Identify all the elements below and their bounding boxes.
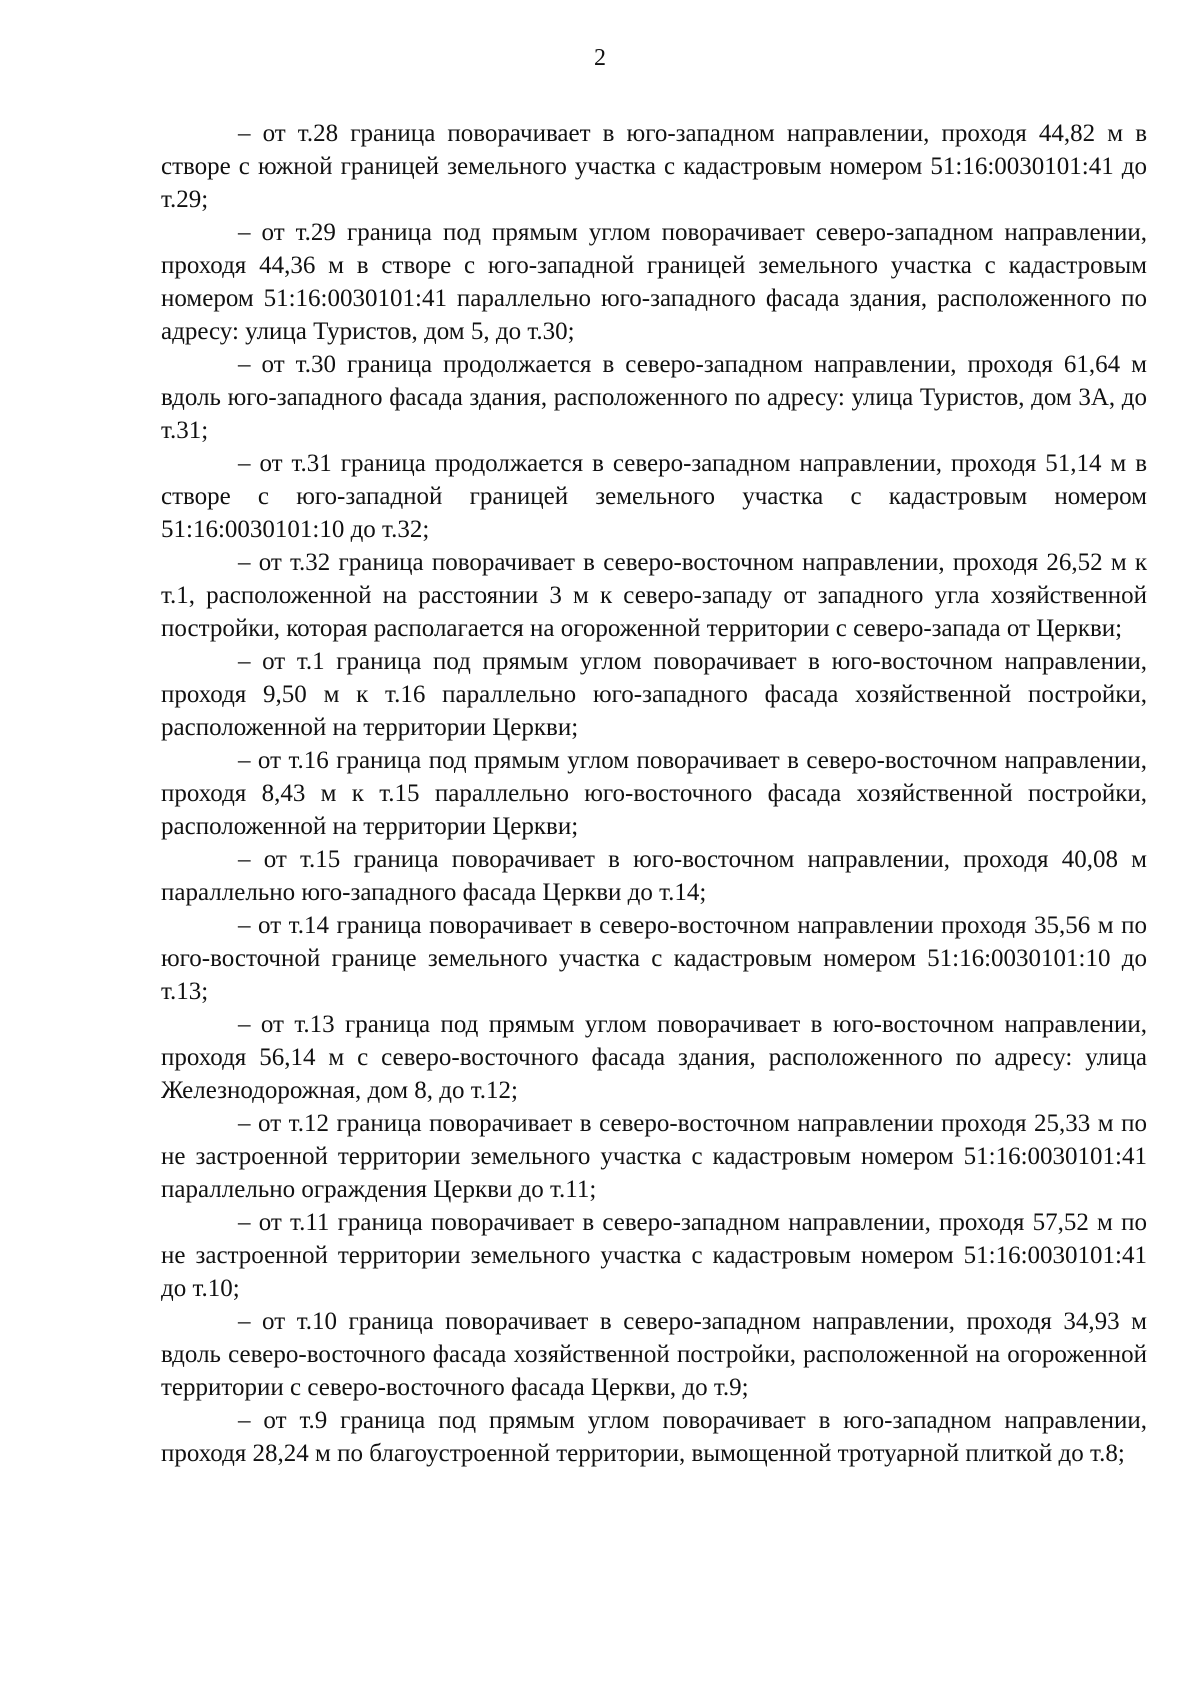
boundary-paragraph: – от т.30 граница продолжается в северо-западном направлении, проходя 61,64 м вдоль юго-западного фасада здания, расположенного по адресу: улица Туристов, дом 3А, до т.31; [161,351,1147,444]
boundary-paragraph: – от т.9 граница под прямым углом поворачивает в юго-западном направлении, проходя 28,24 м по благоустроенной территории, вымощенной тротуарной плиткой до т.8; [161,1407,1147,1467]
boundary-paragraph: – от т.16 граница под прямым углом поворачивает в северо-восточном направлении, проходя 8,43 м к т.15 параллельно юго-восточного фасада хозяйственной постройки, расположенной на территории Церкви; [161,747,1147,840]
boundary-paragraph: – от т.10 граница поворачивает в северо-западном направлении, проходя 34,93 м вдоль северо-восточного фасада хозяйственной постройки, расположенной на огороженной территории с северо-восточного фасада Церкви, до т.9; [161,1308,1147,1401]
boundary-paragraph: – от т.28 граница поворачивает в юго-западном направлении, проходя 44,82 м в створе с южной границей земельного участка с кадастровым номером 51:16:0030101:41 до т.29; [161,120,1147,213]
boundary-paragraph: – от т.1 граница под прямым углом поворачивает в юго-восточном направлении, проходя 9,50 м к т.16 параллельно юго-западного фасада хозяйственной постройки, расположенной на территории Церкви; [161,648,1147,741]
boundary-paragraph: – от т.12 граница поворачивает в северо-восточном направлении проходя 25,33 м по не застроенной территории земельного участка с кадастровым номером 51:16:0030101:41 параллельно ограждения Церкви до т.11; [161,1110,1147,1203]
boundary-paragraph: – от т.11 граница поворачивает в северо-западном направлении, проходя 57,52 м по не застроенной территории земельного участка с кадастровым номером 51:16:0030101:41 до т.10; [161,1209,1147,1302]
document-body [161,117,1147,1470]
boundary-paragraph: – от т.15 граница поворачивает в юго-восточном направлении, проходя 40,08 м параллельно юго-западного фасада Церкви до т.14; [161,846,1147,906]
page-number: 2 [594,45,606,71]
boundary-paragraph: – от т.14 граница поворачивает в северо-восточном направлении проходя 35,56 м по юго-восточной границе земельного участка с кадастровым номером 51:16:0030101:10 до т.13; [161,912,1147,1005]
boundary-paragraph: – от т.31 граница продолжается в северо-западном направлении, проходя 51,14 м в створе с юго-западной границей земельного участка с кадастровым номером 51:16:0030101:10 до т.32; [161,450,1147,543]
boundary-paragraph: – от т.13 граница под прямым углом поворачивает в юго-восточном направлении, проходя 56,14 м с северо-восточного фасада здания, расположенного по адресу: улица Железнодорожная, дом 8, до т.12; [161,1011,1147,1104]
boundary-paragraph: – от т.32 граница поворачивает в северо-восточном направлении, проходя 26,52 м к т.1, расположенной на расстоянии 3 м к северо-западу от западного угла хозяйственной постройки, которая располагается на огороженной территории с северо-запада от Церкви; [161,549,1147,642]
boundary-paragraph: – от т.29 граница под прямым углом поворачивает северо-западном направлении, проходя 44,36 м в створе с юго-западной границей земельного участка с кадастровым номером 51:16:0030101:41 параллельно юго-западного фасада здания, расположенного по адресу: улица Туристов, дом 5, до т.30; [161,219,1147,345]
